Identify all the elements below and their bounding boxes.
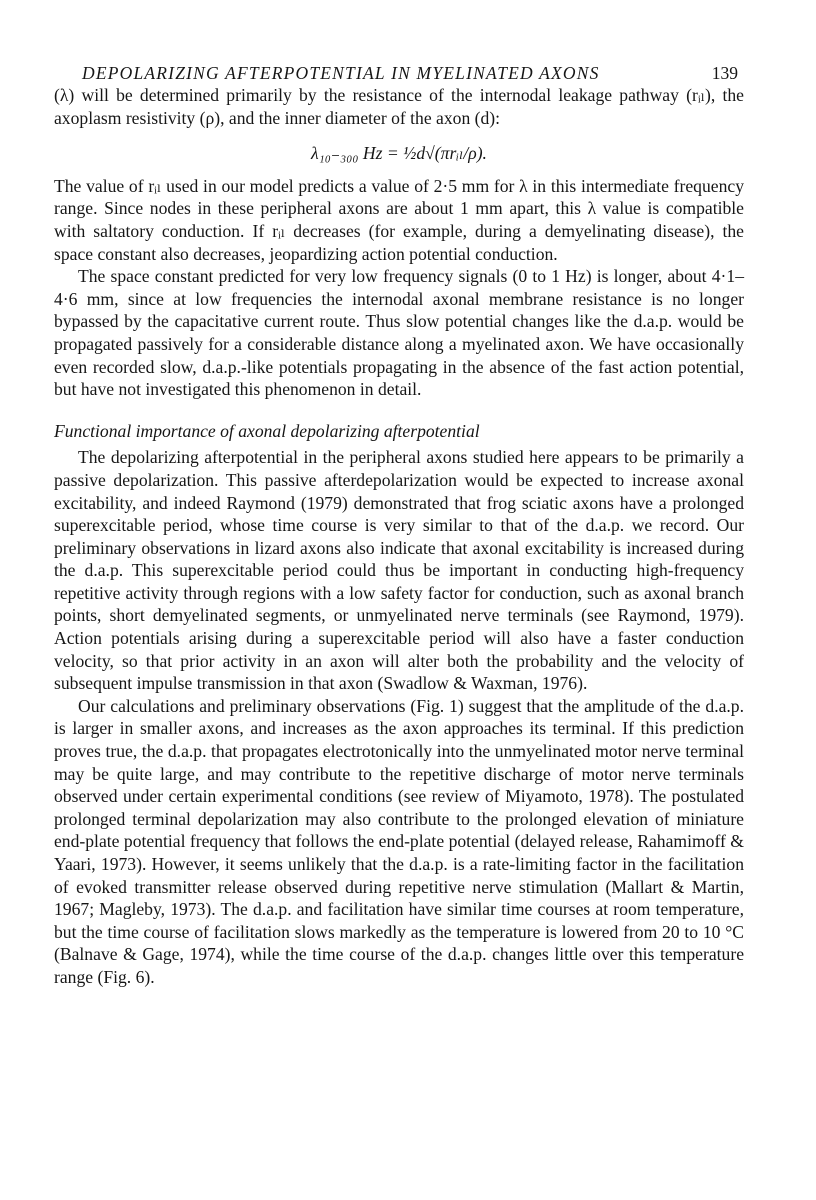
equation-text: λ₁₀₋₃₀₀ Hz = ½d√(πrᵢₗ/ρ). [311,143,487,164]
running-head [54,58,744,84]
running-title: DEPOLARIZING AFTERPOTENTIAL IN MYELINATED AXONS [82,63,600,83]
page [54,58,744,989]
section-heading: Functional importance of axonal depolarizing afterpotential [54,420,480,441]
paragraph-5: Our calculations and preliminary observations (Fig. 1) suggest that the amplitude of the d.a.p. is larger in smaller axons, and increases as the axon approaches its terminal. If this prediction proves true, the d.a.p. that propagates electrotonically into the unmyelinated motor nerve terminal may be quite large, and may contribute to the repetitive discharge of motor nerve terminals observed under certain experimental conditions (see review of Miyamoto, 1978). The postulated prolonged terminal depolarization may also contribute to the prolonged elevation of miniature end-plate potential frequency that follows the end-plate potential (delayed release, Rahamimoff & Yaari, 1973). However, it seems unlikely that the d.a.p. is a rate-limiting factor in the facilitation of evoked transmitter release observed during repetitive nerve stimulation (Mallart & Martin, 1967; Magleby, 1973). The d.a.p. and facilitation have similar time courses at room temperature, but the time course of facilitation slows markedly as the temperature is lowered from 20 to 10 °C (Balnave & Gage, 1974), while the time course of the d.a.p. changes little over this temperature range (Fig. 6). [54,695,744,987]
paragraph-4: The depolarizing afterpotential in the peripheral axons studied here appears to be primarily a passive depolarization. This passive afterdepolarization would be expected to increase axonal excitability, and indeed Raymond (1979) demonstrated that frog sciatic axons have a prolonged superexcitable period, whose time course is very similar to that of the d.a.p. we record. Our preliminary observations in lizard axons also indicate that axonal excitability is increased during the d.a.p. This superexcitable period could thus be important in conducting high-frequency repetitive activity through regions with a low safety factor for conduction, such as axonal branch points, short demyelinated segments, or unmyelinated nerve terminals (see Raymond, 1979). Action potentials arising during a superexcitable period will also have a faster conduction velocity, so that prior activity in an axon will alter both the probability and the velocity of subsequent impulse transmission in that axon (Swadlow & Waxman, 1976). [54,447,744,694]
page-number: 139 [711,63,738,83]
equation [54,142,744,165]
paragraph-2: The value of rᵢₗ used in our model predicts a value of 2·5 mm for λ in this intermediate frequency range. Since nodes in these peripheral axons are about 1 mm apart, this λ value is compatible with saltatory conduction. If rᵢₗ decreases (for example, during a demyelinating disease), the space constant also decreases, jeopardizing action potential conduction. [54,175,744,264]
paragraph-3: The space constant predicted for very low frequency signals (0 to 1 Hz) is longer, about 4·1–4·6 mm, since at low frequencies the internodal axonal membrane resistance is no longer bypassed by the capacitative current route. Thus slow potential changes like the d.a.p. would be propagated passively for a considerable distance along a myelinated axon. We have occasionally even recorded slow, d.a.p.-like potentials propagating in the absence of the fast action potential, but have not investigated this phenomenon in detail. [54,266,744,400]
paragraph-1: (λ) will be determined primarily by the resistance of the internodal leakage pathway (rᵢₗ), the axoplasm resistivity (ρ), and the inner diameter of the axon (d): [54,85,744,128]
